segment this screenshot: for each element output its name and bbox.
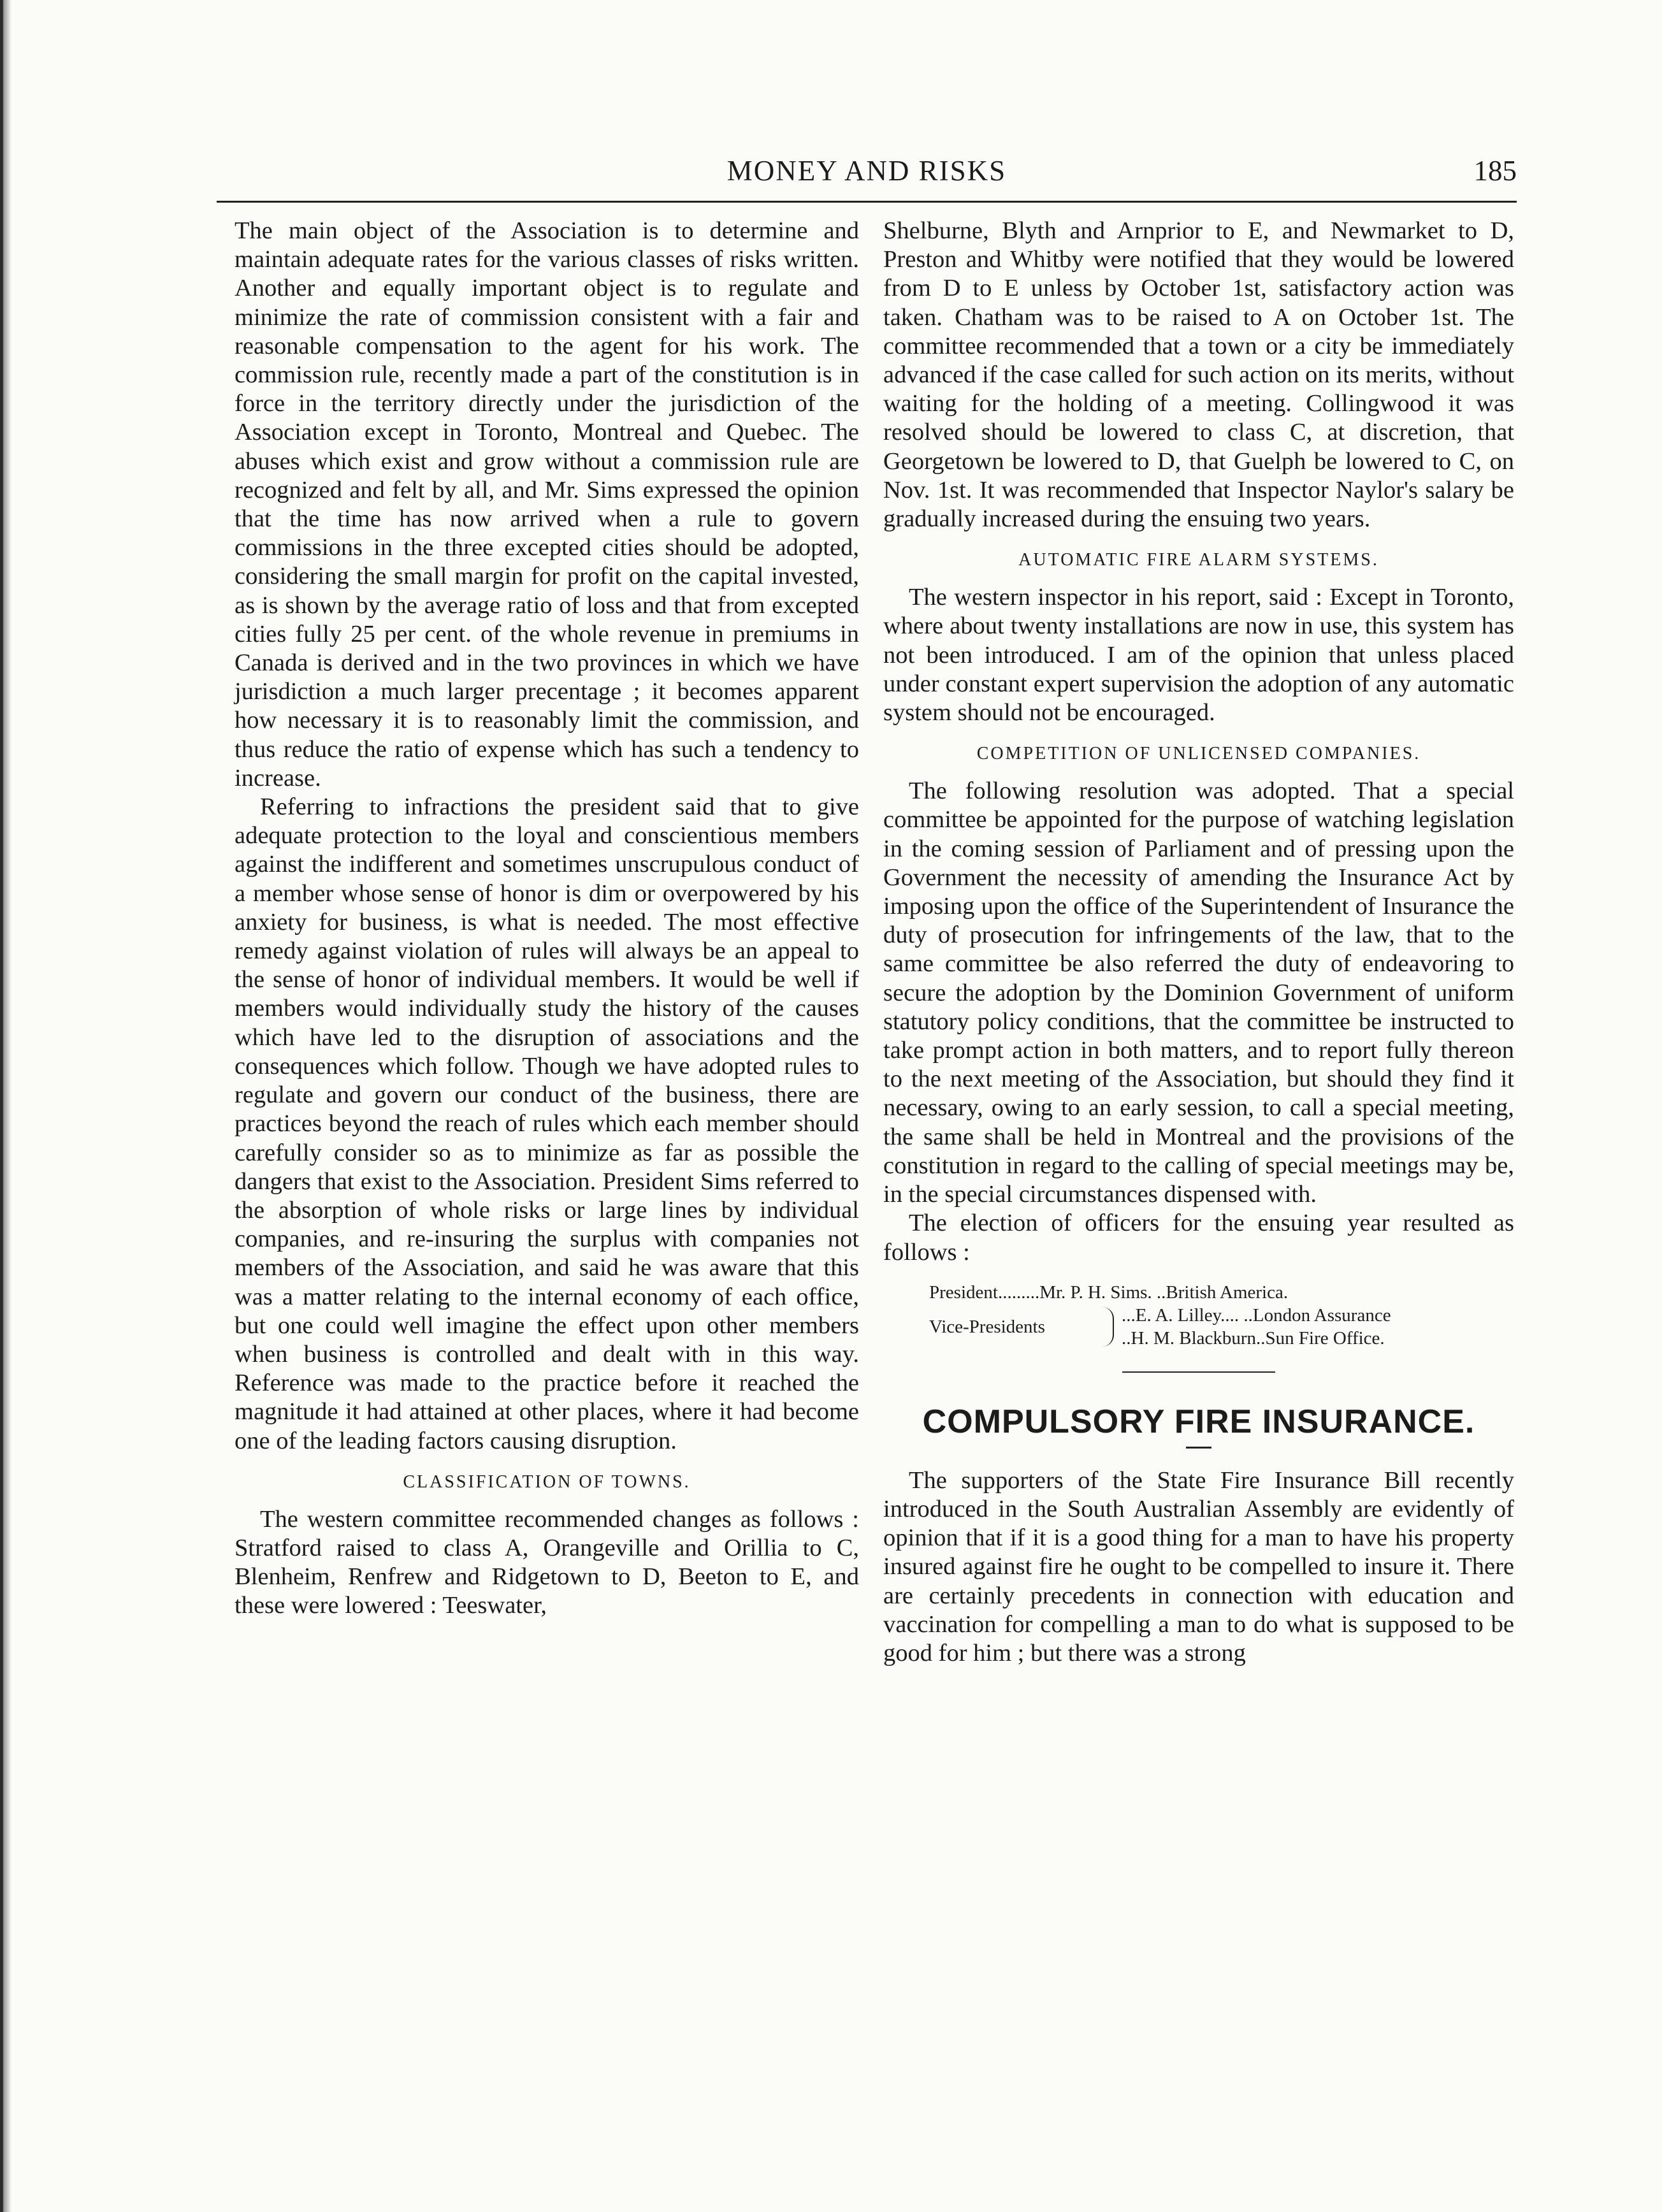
- officer-value-president: .........Mr. P. H. Sims. ..British America.: [997, 1282, 1289, 1303]
- officer-row-vice-presidents: [929, 1304, 1490, 1350]
- page-header: [217, 152, 1517, 196]
- right-column: [883, 217, 1514, 1668]
- page-number: 185: [1473, 155, 1517, 187]
- heading-classification: CLASSIFICATION OF TOWNS.: [403, 1471, 691, 1492]
- paragraph-commission: The main object of the Association is to determine and maintain adequate rates for the various classes of risks written. Another and equally important object is to regulate and minimize the rate of commission consistent with a fair and reasonable compensation to the agent for his work. The commission rule, recently made a part of the constitution is in force in the territory directly under the jurisdiction of the Association except in Toronto, Montreal and Quebec. The abuses which exist and grow without a commission rule are recognized and felt by all, and Mr. Sims expressed the opinion that the time has now arrived when a rule to govern commissions in the three excepted cities should be adopted, considering the small margin for profit on the capital invested, as is shown by the average ratio of loss and that from excepted cities fully 25 per cent. of the whole revenue in premiums in Canada is derived and in the two provinces in which we have jurisdiction a much larger precentage ; it becomes apparent how necessary it is to reasonably limit the commission, and thus reduce the ratio of expense which has such a tendency to increase.: [235, 217, 859, 792]
- paragraph-resolution: The following resolution was adopted. That a special committee be appointed for the purpose of watching legislation in the coming session of Parliament and of pressing upon the Government the necessity of amending the Insurance Act by imposing upon the office of the Superintendent of Insurance the duty of prosecution for infringements of the law, that to the same committee be also referred the duty of endeavoring to secure the adoption by the Dominion Government of uniform statutory policy conditions, that the committee be instructed to take prompt action in both matters, and to report fully thereon to the next meeting of the Association, but should they find it necessary, owing to an early session, to call a special meeting, the same shall be held in Montreal and the provisions of the constitution in regard to the calling of special meetings may be, in the special circumstances dispensed with.: [883, 777, 1514, 1208]
- vice-president-entry: ...E. A. Lilley.... ..London Assurance: [1122, 1305, 1391, 1326]
- paragraph-continuation: Shelburne, Blyth and Arnprior to E, and Newmarket to D, Preston and Whitby were notified that they would be lowered from D to E unless by October 1st, satisfactory action was taken. Chatham was to be raised to A on October 1st. The committee recommended that a town or a city be immediately advanced if the case called for such action on its merits, without waiting for the holding of a meeting. Collingwood it was resolved should be lowered to class C, at discretion, that Georgetown be lowered to D, that Guelph be lowered to C, on Nov. 1st. It was recommended that Inspector Naylor's salary be gradually increased during the ensuing two years.: [883, 217, 1514, 533]
- vice-president-list: [1122, 1304, 1391, 1350]
- heading-fire-alarm: AUTOMATIC FIRE ALARM SYSTEMS.: [1018, 550, 1379, 570]
- running-head: MONEY AND RISKS: [726, 155, 1007, 187]
- left-column: [235, 217, 859, 1621]
- paragraph-compulsory: The supporters of the State Fire Insurance Bill recently introduced in the South Australian Assembly are evidently of opinion that if it is a good thing for a man to have his property insured against fire he ought to be compelled to insure it. There are certainly precedents in connection with education and vaccination for compelling a man to do what is supposed to be good for him ; but there was a strong: [883, 1466, 1514, 1666]
- officers-table: [929, 1281, 1490, 1350]
- article-title: COMPULSORY FIRE INSURANCE.: [922, 1403, 1475, 1440]
- binding-shadow: [0, 0, 11, 2212]
- officer-row-president: [929, 1281, 1490, 1304]
- heading-competition: COMPETITION OF UNLICENSED COMPANIES.: [976, 744, 1421, 764]
- officer-role-vice-presidents: Vice-Presidents: [929, 1316, 1045, 1337]
- paragraph-fire-alarm: The western inspector in his report, said : Except in Toronto, where about twenty installations are now in use, this system has not been introduced. I am of the opinion that unless placed under constant expert supervision the adoption of any automatic system should not be encouraged.: [883, 584, 1514, 726]
- paragraph-classification: The western committee recommended changes as follows : Stratford raised to class A, Orangeville and Orillia to C, Blenheim, Renfrew and Ridgetown to D, Beeton to E, and these were lowered : Teeswater,: [235, 1505, 859, 1619]
- title-underline: [1186, 1447, 1211, 1449]
- paragraph-infractions: Referring to infractions the president said that to give adequate protection to the loyal and conscientious members against the indifferent and sometimes unscrupulous conduct of a member whose sense of honor is dim or overpowered by his anxiety for business, is what is needed. The most effective remedy against violation of rules will always be an appeal to the sense of honor of individual members. It would be well if members would individually study the history of the causes which have led to the disruption of associations and the consequences which follow. Though we have adopted rules to regulate and govern our conduct of the business, there are practices beyond the reach of rules which each member should carefully consider so as to minimize as far as possible the dangers that exist to the Association. President Sims referred to the absorption of whole risks or large lines by individual companies, and re-insuring the surplus with companies not members of the Association, and said he was aware that this was a matter relating to the internal economy of each office, but one could well imagine the effect upon other members when business is controlled and dealt with in this way. Reference was made to the practice before it reached the magnitude it had attained at other places, where it had become one of the leading factors causing disruption.: [235, 793, 859, 1454]
- paragraph-election: The election of officers for the ensuing year resulted as follows :: [883, 1210, 1514, 1266]
- officer-role-president: President: [929, 1282, 998, 1303]
- vice-president-entry: ..H. M. Blackburn..Sun Fire Office.: [1122, 1327, 1385, 1348]
- section-divider: [1122, 1371, 1275, 1373]
- header-rule: [217, 201, 1517, 203]
- brace-glyph: [1101, 1307, 1114, 1347]
